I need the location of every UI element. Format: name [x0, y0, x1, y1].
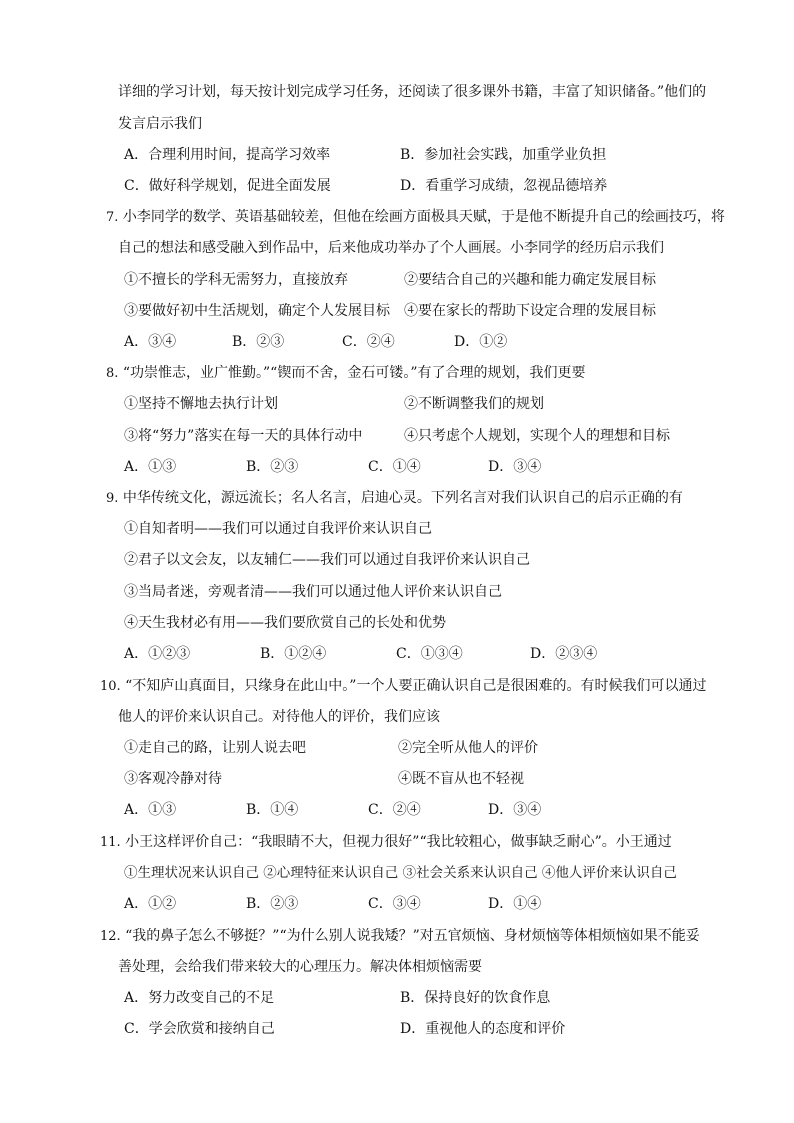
q9-option-d: D．②③④ — [530, 646, 598, 662]
q9-option-c: C．①③④ — [396, 646, 463, 662]
question-number: 9. — [106, 491, 119, 506]
q8-statement-1: ①坚持不懈地去执行计划 — [124, 396, 278, 412]
q7-statement-2: ②要结合自己的兴趣和能力确定发展目标 — [404, 272, 656, 288]
q7-stem-text: 小李同学的数学、英语基础较差，但他在绘画方面极具天赋，于是他不断提升自己的绘画技巧，将 — [122, 209, 725, 225]
q11-stem-line-1 — [100, 832, 672, 853]
q10-stem-line-1 — [100, 676, 706, 697]
q12-stem-line-2: 善处理，会给我们带来较大的心理压力。解决体相烦恼需要 — [118, 959, 482, 975]
q7-statement-4: ④要在家长的帮助下设定合理的发展目标 — [404, 303, 656, 319]
q11-option-a: A．①② — [124, 896, 177, 912]
q7-stem-line-1 — [106, 207, 725, 228]
q8-statement-4: ④只考虑个人规划，实现个人的理想和目标 — [404, 428, 670, 444]
q9-stem-line-1 — [106, 488, 683, 509]
q8-statement-2: ②不断调整我们的规划 — [404, 396, 544, 412]
intro-line-2: 发言启示我们 — [118, 116, 202, 132]
q10-option-b: B．①④ — [246, 802, 299, 818]
q10-stem-line-2: 他人的评价来认识自己。对待他人的评价，我们应该 — [118, 709, 440, 725]
q7-option-d: D．①② — [454, 334, 508, 350]
intro-option-a: A．合理利用时间，提高学习效率 — [124, 147, 331, 163]
q9-statement-3: ③当局者迷，旁观者清——我们可以通过他人评价来认识自己 — [124, 584, 502, 600]
intro-option-d: D．看重学习成绩，忽视品德培养 — [400, 178, 608, 194]
q12-stem-text: “我的鼻子怎么不够挺？”“为什么别人说我矮？”对五官烦恼、身材烦恼等体相烦恼如果不能妥 — [125, 928, 700, 944]
q12-option-c: C．学会欣赏和接纳自己 — [124, 1021, 275, 1037]
q11-option-b: B．②③ — [246, 896, 299, 912]
q7-statement-1: ①不擅长的学科无需努力，直接放弃 — [124, 272, 348, 288]
question-number: 8. — [106, 366, 119, 381]
q12-option-a: A．努力改变自己的不足 — [124, 990, 275, 1006]
q9-option-b: B．①②④ — [260, 646, 327, 662]
q7-option-c: C．②④ — [342, 334, 395, 350]
intro-line-1: 详细的学习计划，每天按计划完成学习任务，还阅读了很多课外书籍，丰富了知识储备。”他们的 — [118, 84, 707, 100]
q12-option-d: D．重视他人的态度和评价 — [400, 1021, 566, 1037]
q8-statement-3: ③将“努力”落实在每一天的具体行动中 — [124, 428, 363, 444]
q12-stem-line-1 — [100, 926, 700, 947]
q9-statement-1: ①自知者明——我们可以通过自我评价来认识自己 — [124, 521, 432, 537]
q11-statements: ①生理状况来认识自己 ②心理特征来认识自己 ③社会关系来认识自己 ④他人评价来认识自己 — [124, 865, 677, 881]
q9-stem-text: 中华传统文化，源远流长；名人名言，启迪心灵。下列名言对我们认识自己的启示正确的有 — [122, 490, 683, 506]
q7-stem-line-2: 自己的想法和感受融入到作品中，后来他成功举办了个人画展。小李同学的经历启示我们 — [118, 240, 664, 256]
question-number: 12. — [100, 929, 121, 944]
q10-statement-1: ①走自己的路，让别人说去吧 — [124, 740, 306, 756]
q8-option-a: A．①③ — [124, 459, 177, 475]
q9-option-a: A．①②③ — [124, 646, 191, 662]
q11-option-c: C．③④ — [368, 896, 421, 912]
question-number: 10. — [100, 679, 121, 694]
q10-statement-2: ②完全听从他人的评价 — [398, 740, 538, 756]
q10-option-c: C．②④ — [368, 802, 421, 818]
q8-option-b: B．②③ — [246, 459, 299, 475]
q8-option-d: D．③④ — [488, 459, 542, 475]
q9-statement-4: ④天生我材必有用——我们要欣赏自己的长处和优势 — [124, 615, 446, 631]
question-number: 7. — [106, 210, 119, 225]
q11-stem-text: 小王这样评价自己：“我眼睛不大，但视力很好”“我比较粗心，做事缺乏耐心”。小王通过 — [125, 834, 672, 850]
q10-option-a: A．①③ — [124, 802, 177, 818]
q8-stem-text: “功崇惟志，业广惟勤。”“锲而不舍，金石可镂。”有了合理的规划，我们更要 — [122, 365, 586, 381]
q10-statement-4: ④既不盲从也不轻视 — [398, 771, 524, 787]
q7-statement-3: ③要做好初中生活规划，确定个人发展目标 — [124, 303, 390, 319]
intro-option-c: C．做好科学规划，促进全面发展 — [124, 178, 331, 194]
q10-statement-3: ③客观冷静对待 — [124, 771, 222, 787]
q10-stem-text: “不知庐山真面目，只缘身在此山中。”一个人要正确认识自己是很困难的。有时候我们可以通过 — [125, 678, 707, 694]
intro-option-b: B．参加社会实践，加重学业负担 — [400, 147, 607, 163]
q7-option-b: B．②③ — [232, 334, 285, 350]
q12-option-b: B．保持良好的饮食作息 — [400, 990, 551, 1006]
q11-option-d: D．①④ — [488, 896, 542, 912]
q10-option-d: D．③④ — [488, 802, 542, 818]
q9-statement-2: ②君子以文会友，以友辅仁——我们可以通过自我评价来认识自己 — [124, 552, 530, 568]
q7-option-a: A．③④ — [124, 334, 177, 350]
q8-stem-line-1 — [106, 363, 586, 384]
question-number: 11. — [100, 835, 121, 850]
q8-option-c: C．①④ — [368, 459, 421, 475]
